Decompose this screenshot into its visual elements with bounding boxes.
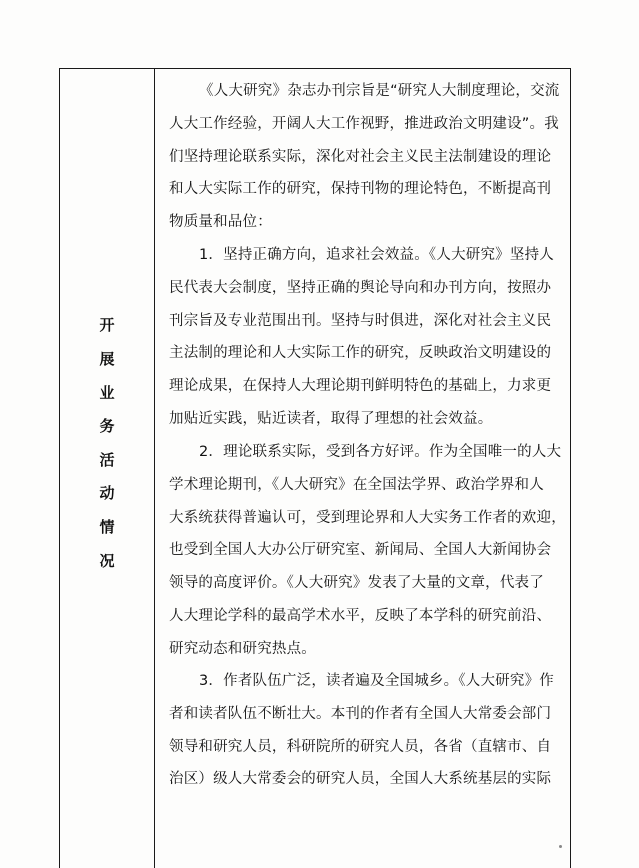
scan-speck	[559, 845, 562, 848]
text-line: 人大工作经验，开阔人大工作视野，推进政治文明建设”。我	[169, 115, 559, 132]
text-line: 领导和研究人员，科研院所的研究人员，各省（直辖市、自	[169, 738, 552, 755]
text-line: 领导的高度评价。《人大研究》发表了大量的文章，代表了	[169, 575, 544, 592]
text-line: 民代表大会制度，坚持正确的舆论导向和办刊方向，按照办	[169, 279, 552, 296]
paragraph-point-1	[169, 245, 569, 442]
text-line: 者和读者队伍不断壮大。本刊的作者有全国人大常委会部门	[169, 705, 552, 722]
text-line: 加贴近实践，贴近读者，取得了理想的社会效益。	[169, 410, 493, 427]
label-char: 开	[99, 316, 115, 334]
text-line: 刊宗旨及专业范围出刊。坚持与时俱进，深化对社会主义民	[169, 312, 552, 329]
paragraph-point-3	[169, 671, 569, 802]
text-line: 《人大研究》杂志办刊宗旨是“研究人大制度理论，交流	[199, 83, 560, 99]
text-line: 学术理论期刊，《人大研究》在全国法学界、政治学界和人	[169, 476, 544, 493]
paragraph-intro	[169, 81, 569, 245]
text-line: 研究动态和研究热点。	[169, 640, 316, 657]
text-line: 主法制的理论和人大实际工作的研究，反映政治文明建设的	[169, 345, 552, 362]
text-line: 们坚持理论联系实际，深化对社会主义民主法制建设的理论	[169, 148, 552, 165]
text-line: 也受到全国人大办公厅研究室、新闻局、全国人大新闻协会	[169, 542, 552, 559]
text-line: 2．理论联系实际，受到各方好评。作为全国唯一的人大	[199, 444, 562, 460]
column-divider	[154, 69, 155, 868]
text-line: 物质量和品位：	[169, 214, 272, 231]
label-char: 况	[99, 552, 115, 570]
label-cell	[60, 69, 154, 868]
label-char: 情	[99, 518, 115, 536]
label-char: 活	[99, 451, 115, 469]
text-line: 3．作者队伍广泛，读者遍及全国城乡。《人大研究》作	[199, 673, 554, 689]
text-line: 理论成果，在保持人大理论期刊鲜明特色的基础上，力求更	[169, 378, 552, 395]
label-char: 展	[99, 350, 115, 368]
paragraph-point-2	[169, 442, 569, 672]
content-cell	[156, 69, 572, 868]
text-line: 1．坚持正确方向，追求社会效益。《人大研究》坚持人	[199, 247, 554, 263]
label-char: 务	[99, 417, 115, 435]
form-table	[59, 68, 571, 868]
label-char: 业	[99, 384, 115, 402]
text-line: 和人大实际工作的研究，保持刊物的理论特色，不断提高刊	[169, 181, 552, 198]
text-line: 治区）级人大常委会的研究人员，全国人大系统基层的实际	[169, 771, 552, 788]
text-line: 人大理论学科的最高学术水平，反映了本学科的研究前沿、	[169, 607, 552, 624]
text-line: 大系统获得普遍认可，受到理论界和人大实务工作者的欢迎，	[169, 509, 566, 526]
label-char: 动	[99, 484, 115, 502]
